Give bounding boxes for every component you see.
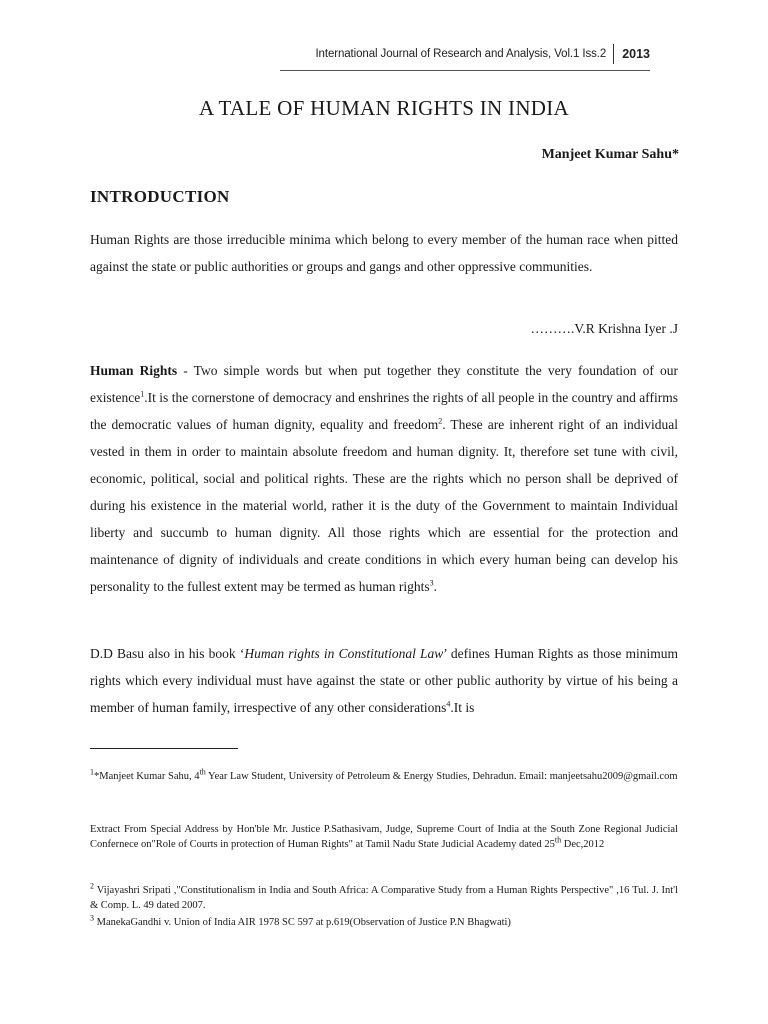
human-rights-paragraph <box>90 357 678 600</box>
book-title: Human rights in Constitutional Law <box>244 646 444 661</box>
journal-year: 2013 <box>613 44 650 64</box>
paragraph-text: . <box>433 579 438 594</box>
footnote-ref[interactable]: 3 <box>429 578 434 588</box>
footnote-text: Vijayashri Sripati ,"Constitutionalism in India and South Africa: A Comparative Study from a Human Rights Perspective" ,16 Tul. J. Int'l & Comp. L. 49 dated 2007. <box>90 885 678 911</box>
article-title: A TALE OF HUMAN RIGHTS IN INDIA <box>198 96 570 120</box>
footnote-text: ManekaGandhi v. Union of India AIR 1978 SC 597 at p.619(Observation of Justice P.N Bhagwati) <box>94 917 511 928</box>
footnote-1-extract <box>90 822 678 852</box>
author-name: Manjeet Kumar Sahu* <box>541 147 679 162</box>
footnote-separator <box>90 748 238 749</box>
footnote-1 <box>90 769 678 784</box>
footnote-mark: 1 <box>90 767 94 777</box>
journal-name: International Journal of Research and Analysis, Vol.1 Iss.2 <box>315 48 607 60</box>
footnote-sup: th <box>554 835 562 845</box>
footnote-text: Year Law Student, University of Petroleum & Energy Studies, Dehradun. Email: manjeetsahu2009@gmail.com <box>205 771 678 782</box>
basu-paragraph <box>90 640 678 721</box>
footnote-text: Extract From Special Address by Hon'ble Mr. Justice P.Sathasivam, Judge, Supreme Court of India at the South Zone Regional Judicial Confernece on"Role of Courts in protection of Human Rights" at Tamil Nadu State Judicial Academy dated 25 <box>90 824 678 850</box>
footnote-sup: th <box>199 767 206 777</box>
footnote-text: Dec,2012 <box>561 839 605 850</box>
footnote-ref[interactable]: 4 <box>446 699 451 709</box>
paragraph-text: ’ defines Human Rights as those minimum rights which every individual must have against the state or other public authority by virtue of his being a member of human family, irrespective of any other considerations <box>90 646 678 715</box>
paragraph-text: D.D Basu also in his book ‘ <box>90 646 245 661</box>
footnote-mark: 2 <box>90 881 94 891</box>
section-heading: INTRODUCTION <box>90 187 230 206</box>
footnote-text: *Manjeet Kumar Sahu, 4 <box>94 771 200 782</box>
intro-paragraph: Human Rights are those irreducible minima which belong to every member of the human race when pitted against the state or public authorities or groups and gangs and other oppressive communities. <box>90 232 678 274</box>
footnote-mark: 3 <box>90 913 94 923</box>
footnote-ref[interactable]: 1 <box>140 389 145 399</box>
footnote-2 <box>90 883 678 913</box>
footnote-3 <box>90 915 678 930</box>
header-rule <box>280 70 650 71</box>
quote-attribution: ……….V.R Krishna Iyer .J <box>530 321 678 336</box>
paragraph-text: - Two simple words but when put together they constitute the very foundation of our existence <box>90 363 678 405</box>
paragraph-text: .It is the cornerstone of democracy and enshrines the rights of all people in the country and affirms the democratic values of human dignity, equality and freedom <box>90 390 678 432</box>
paragraph-lead: Human Rights <box>90 363 178 378</box>
footnote-ref[interactable]: 2 <box>438 416 443 426</box>
paragraph-text: . These are inherent right of an individual vested in them in order to maintain absolute freedom and human dignity. It, therefore set tune with civil, economic, political, social and political rights. These are the rights which no person shall be deprived of during his existence in the material world, rather it is the duty of the Government to maintain Individual liberty and succumb to human dignity. All those rights which are essential for the protection and maintenance of dignity of individuals and create conditions in which every human being can develop his personality to the fullest extent may be termed as human rights <box>90 417 678 594</box>
running-header <box>315 44 650 64</box>
paragraph-text: .It is <box>450 700 475 715</box>
